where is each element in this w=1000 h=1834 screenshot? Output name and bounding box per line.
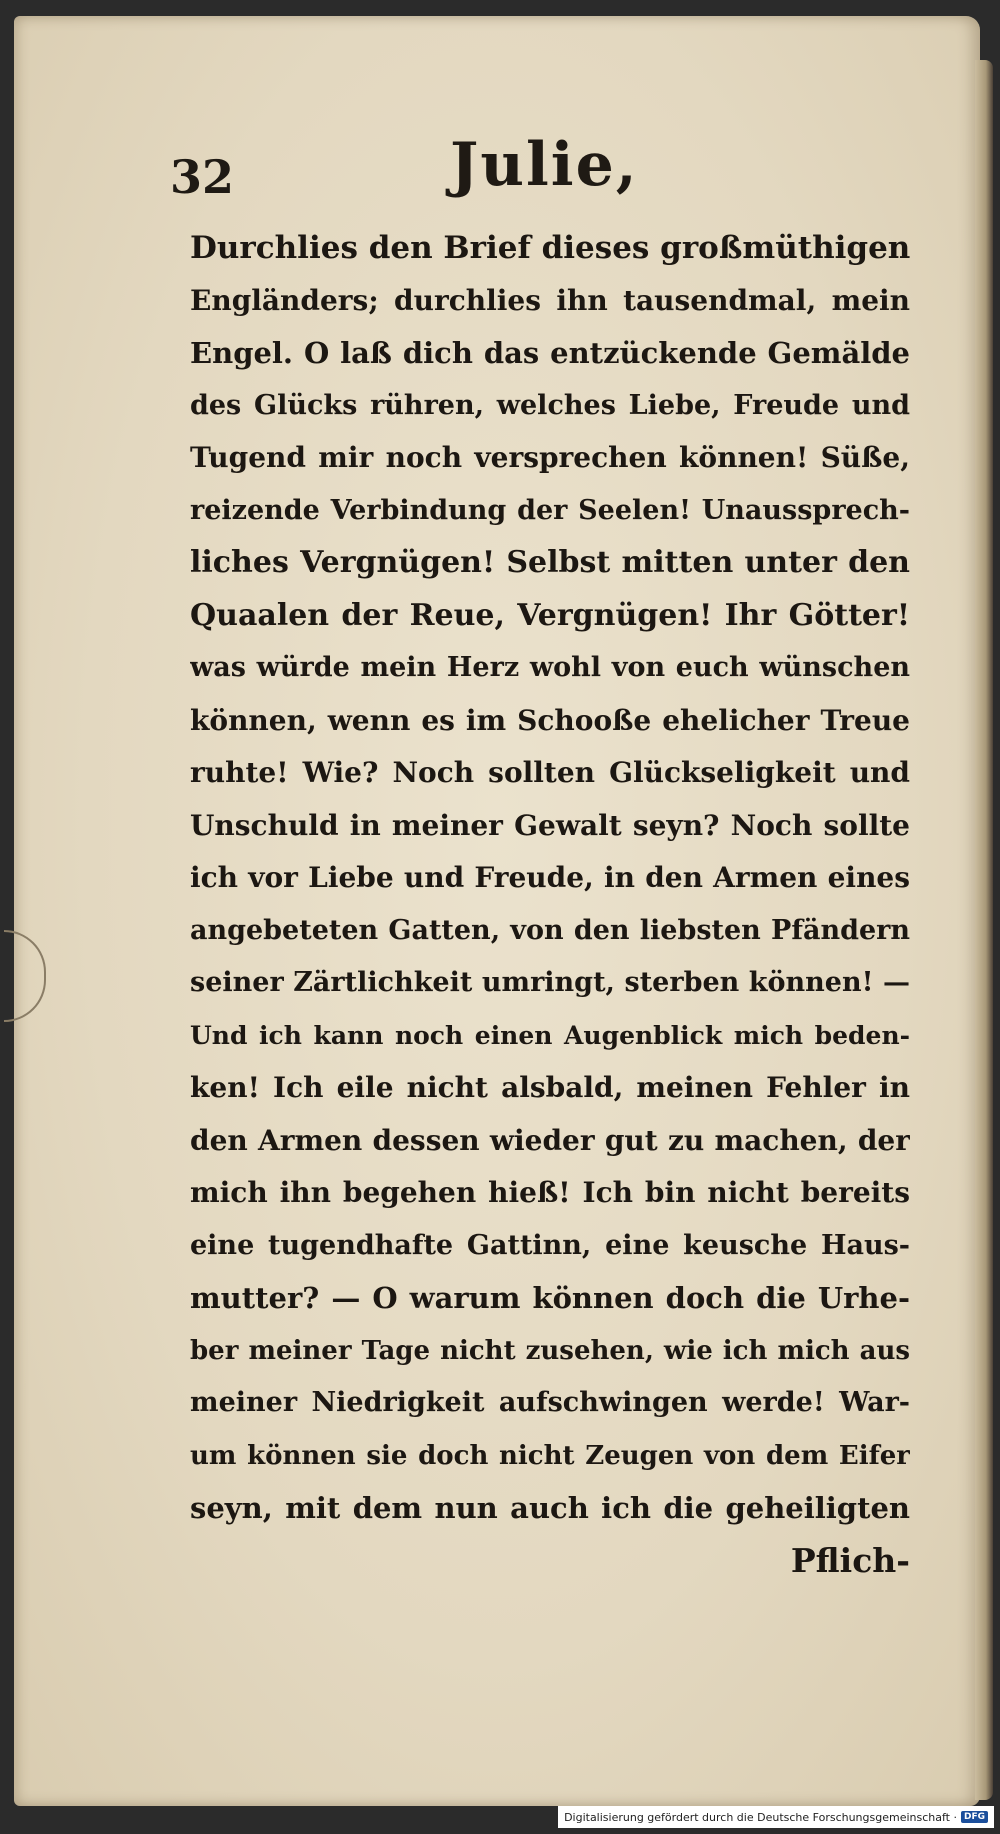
digitization-credit	[558, 1806, 994, 1828]
running-title: Julie,	[450, 130, 639, 200]
credit-text: Digitalisierung gefördert durch die Deutsche Forschungsgemeinschaft ·	[564, 1810, 957, 1824]
page-header	[170, 130, 910, 210]
text-line: des Glücks rühren, welches Liebe, Freude und	[190, 389, 910, 421]
body-text	[190, 222, 910, 1587]
text-line: Durchlies den Brief dieses großmüthigen	[190, 230, 910, 266]
text-line: um können sie doch nicht Zeugen von dem Eifer	[190, 1440, 910, 1471]
text-line: reizende Verbindung der Seelen! Unaussprech-	[190, 494, 910, 526]
text-line: mich ihn begehen hieß! Ich bin nicht bereits	[190, 1176, 910, 1209]
text-line: können, wenn es im Schooße ehelicher Treue	[190, 703, 910, 737]
text-line: ich vor Liebe und Freude, in den Armen eines	[190, 861, 910, 894]
text-line: Unschuld in meiner Gewalt seyn? Noch sollte	[190, 808, 910, 842]
text-line: ber meiner Tage nicht zusehen, wie ich mich aus	[190, 1335, 910, 1366]
text-line: Engländers; durchlies ihn tausendmal, mein	[190, 283, 910, 317]
text-line: seiner Zärtlichkeit umringt, sterben können! —	[190, 967, 910, 998]
dfg-logo: DFG	[961, 1811, 988, 1823]
text-line: ruhte! Wie? Noch sollten Glückseligkeit und	[190, 756, 910, 789]
text-line: eine tugendhafte Gattinn, eine keusche Haus-	[190, 1229, 910, 1261]
text-line: Und ich kann noch einen Augenblick mich beden-	[190, 1020, 910, 1050]
text-line: seyn, mit dem nun auch ich die geheiligten	[190, 1491, 910, 1525]
text-line: Engel. O laß dich das entzückende Gemälde	[190, 336, 910, 370]
text-line: was würde mein Herz wohl von euch wünschen	[190, 652, 910, 683]
text-line: angebeteten Gatten, von den liebsten Pfändern	[190, 914, 910, 946]
page-number: 32	[170, 150, 235, 204]
text-line: Tugend mir noch versprechen können! Süße,	[190, 441, 910, 474]
text-line: liches Vergnügen! Selbst mitten unter den	[190, 545, 910, 580]
page-edge	[975, 60, 993, 1800]
text-line: den Armen dessen wieder gut zu machen, der	[190, 1123, 910, 1157]
catchword: Pflich-	[790, 1540, 910, 1580]
text-line: Quaalen der Reue, Vergnügen! Ihr Götter!	[190, 597, 910, 633]
text-line: ken! Ich eile nicht alsbald, meinen Fehler in	[190, 1071, 910, 1104]
text-line: mutter? — O warum können doch die Urhe-	[190, 1281, 910, 1315]
text-line: meiner Niedrigkeit aufschwingen werde! War-	[190, 1387, 910, 1418]
